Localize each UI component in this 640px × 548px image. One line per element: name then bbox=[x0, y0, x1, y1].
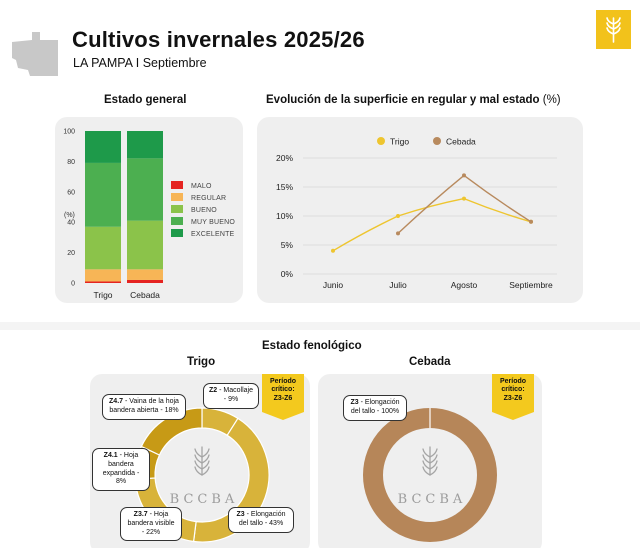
lower-section bbox=[0, 330, 640, 548]
callout-cebada-z3 bbox=[343, 395, 407, 421]
bar-segment-cebada bbox=[127, 280, 163, 283]
legend-label: MALO bbox=[191, 183, 212, 190]
bar-category-label: Trigo bbox=[93, 290, 113, 300]
y-tick-label: 40 bbox=[67, 219, 75, 227]
legend-marker bbox=[377, 137, 385, 145]
callout-cebada-z3-code: Z3 bbox=[350, 399, 359, 406]
line-chart-title bbox=[266, 94, 561, 106]
wheat-grain bbox=[202, 449, 209, 457]
legend-label: BUENO bbox=[191, 207, 217, 214]
bar-category-label: Cebada bbox=[130, 290, 160, 300]
wheat-grain bbox=[423, 449, 430, 457]
data-point-trigo bbox=[331, 249, 335, 253]
data-point-cebada bbox=[529, 220, 533, 224]
y-tick-label: 15% bbox=[275, 182, 293, 192]
trigo-critical-period-text bbox=[262, 378, 304, 403]
legend-label: EXCELENTE bbox=[191, 231, 235, 238]
callout-z37 bbox=[120, 507, 182, 541]
callout-z41 bbox=[92, 448, 150, 491]
callout-z37-text: - Hoja bandera visible - 22% bbox=[127, 511, 175, 536]
page-title: Cultivos invernales 2025/26 bbox=[72, 27, 365, 52]
cebada-critical-label: Período crítico: bbox=[499, 378, 527, 394]
x-tick-label: Agosto bbox=[450, 280, 478, 290]
legend-label: MUY BUENO bbox=[191, 219, 236, 226]
callout-z2 bbox=[203, 383, 259, 409]
la-pampa-province-map-icon bbox=[10, 32, 60, 78]
callout-z3-code: Z3 bbox=[236, 511, 245, 518]
wheat-logo-icon bbox=[596, 10, 631, 49]
trigo-donut-title: Trigo bbox=[187, 356, 216, 368]
bar-segment-cebada bbox=[127, 269, 163, 280]
callout-cebada-z3-text: - Elongación del tallo - 100% bbox=[350, 399, 400, 415]
y-tick-label: 100 bbox=[63, 128, 75, 136]
x-tick-label: Septiembre bbox=[509, 280, 553, 290]
y-axis-label: (%) bbox=[64, 212, 75, 220]
bar-segment-cebada bbox=[127, 131, 163, 158]
bar-segment-trigo bbox=[85, 131, 121, 163]
trigo-critical-range: Z3-Z6 bbox=[273, 394, 293, 402]
data-point-cebada bbox=[462, 173, 466, 177]
callout-z2-code: Z2 bbox=[209, 387, 218, 394]
callout-z41-text: - Hoja bandera expandida - 8% bbox=[102, 452, 140, 486]
header bbox=[0, 0, 640, 92]
x-tick-label: Junio bbox=[322, 280, 344, 290]
x-tick-label: Julio bbox=[389, 280, 407, 290]
bar-segment-trigo bbox=[85, 163, 121, 227]
y-tick-label: 60 bbox=[67, 189, 75, 197]
data-point-cebada bbox=[396, 231, 400, 235]
y-tick-label: 80 bbox=[67, 158, 75, 166]
page-subtitle: LA PAMPA I Septiembre bbox=[73, 56, 207, 70]
callout-z47-text: - Vaina de la hoja bandera abierta - 18% bbox=[109, 398, 179, 414]
cebada-critical-period-text bbox=[492, 378, 534, 403]
wheat-watermark-icon bbox=[423, 447, 437, 475]
legend-swatch bbox=[171, 217, 183, 225]
bccba-watermark-text: BCCBA bbox=[397, 492, 467, 507]
series-line-trigo bbox=[333, 199, 531, 251]
line-chart-title-unit: (%) bbox=[542, 94, 561, 106]
callout-z3-text: - Elongación del tallo - 43% bbox=[238, 511, 286, 527]
y-tick-label: 20% bbox=[275, 153, 293, 163]
bar-segment-trigo bbox=[85, 227, 121, 270]
legend-label: Trigo bbox=[390, 136, 410, 147]
callout-z47-code: Z4.7 bbox=[109, 398, 124, 405]
legend-label: Cebada bbox=[446, 136, 476, 147]
legend-swatch bbox=[171, 229, 183, 237]
stacked-bar-chart bbox=[55, 117, 243, 303]
bar-chart-panel bbox=[55, 117, 243, 303]
callout-z47 bbox=[102, 394, 186, 420]
callout-z41-code: Z4.1 bbox=[103, 452, 118, 459]
upper-section bbox=[0, 86, 640, 322]
bccba-watermark-text: BCCBA bbox=[169, 492, 239, 507]
y-tick-label: 5% bbox=[280, 240, 293, 250]
legend-swatch bbox=[171, 193, 183, 201]
y-tick-label: 0 bbox=[71, 280, 75, 288]
legend-swatch bbox=[171, 181, 183, 189]
data-point-trigo bbox=[396, 214, 400, 218]
y-tick-label: 0% bbox=[280, 269, 293, 279]
data-point-trigo bbox=[462, 197, 466, 201]
callout-z3 bbox=[228, 507, 294, 533]
y-tick-label: 20 bbox=[67, 250, 75, 258]
bar-segment-cebada bbox=[127, 158, 163, 220]
y-tick-label: 10% bbox=[275, 211, 293, 221]
wheat-watermark-icon bbox=[195, 447, 209, 475]
trigo-critical-label: Período crítico: bbox=[269, 378, 297, 394]
bar-segment-trigo bbox=[85, 269, 121, 281]
legend-marker bbox=[433, 137, 441, 145]
wheat-grain bbox=[195, 449, 202, 457]
line-chart bbox=[257, 117, 583, 303]
phenology-title: Estado fenológico bbox=[262, 340, 362, 352]
wheat-grain bbox=[430, 449, 437, 457]
bar-segment-trigo bbox=[85, 281, 121, 283]
line-chart-panel bbox=[257, 117, 583, 303]
bar-segment-cebada bbox=[127, 221, 163, 270]
legend-label: REGULAR bbox=[191, 195, 227, 202]
bar-chart-title: Estado general bbox=[104, 94, 187, 106]
series-line-cebada bbox=[398, 175, 531, 233]
callout-z2-text: - Macollaje - 9% bbox=[217, 387, 253, 403]
legend-swatch bbox=[171, 205, 183, 213]
cebada-donut-title: Cebada bbox=[409, 356, 451, 368]
cebada-critical-range: Z3-Z6 bbox=[503, 394, 523, 402]
callout-z37-code: Z3.7 bbox=[133, 511, 148, 518]
line-chart-title-text: Evolución de la superficie en regular y mal estado bbox=[266, 94, 540, 106]
